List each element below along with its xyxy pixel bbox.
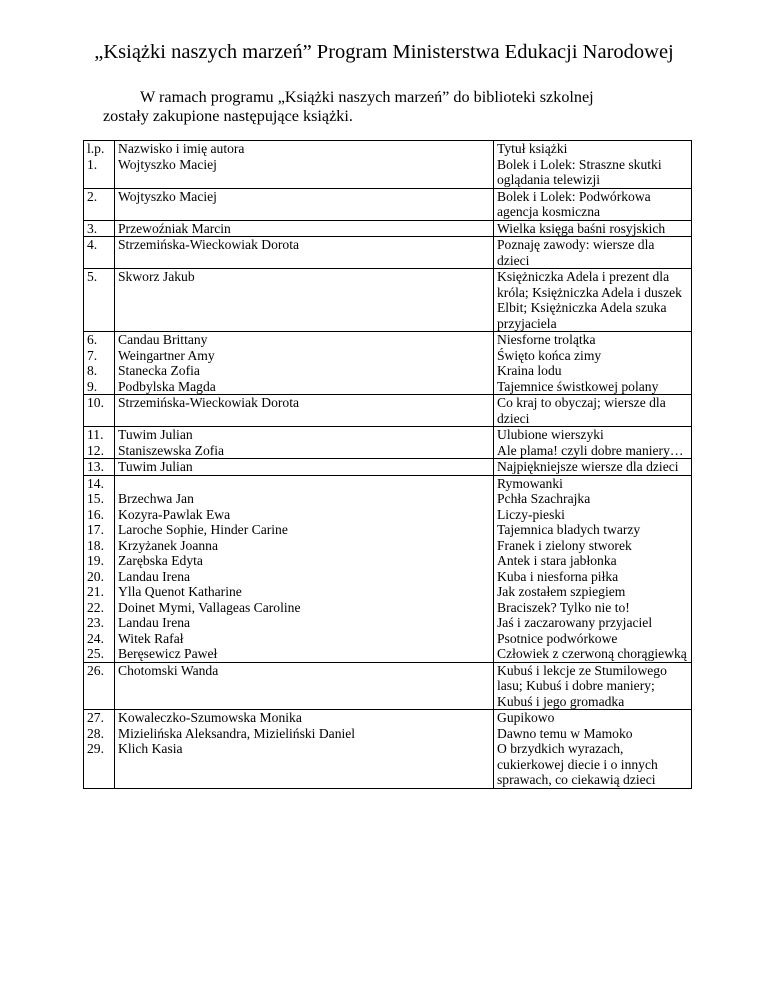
book-title: Najpiękniejsze wiersze dla dzieci (497, 459, 679, 474)
author-cell (115, 220, 494, 237)
author-name: Tuwim Julian (118, 459, 193, 474)
lp-cell (84, 459, 115, 476)
book-title: Jaś i zaczarowany przyjaciel (497, 615, 653, 630)
author-name: Mizielińska Aleksandra, Mizieliński Daniel (118, 725, 356, 741)
book-title: Kubuś i lekcje ze Stumilowego lasu; Kubuś i dobre maniery; Kubuś i jego gromadka (497, 662, 667, 709)
lp-cell (84, 475, 115, 662)
author-name: Brzechwa Jan (118, 491, 194, 506)
title-cell (494, 332, 692, 395)
book-title: Psotnice podwórkowe (497, 630, 618, 646)
author-name: Strzemińska-Wieckowiak Dorota (118, 237, 300, 252)
header-author-label: Nazwisko i imię autora (118, 141, 245, 156)
book-title: Dawno temu w Mamoko (497, 725, 633, 741)
row-number: 7. (87, 347, 98, 363)
lp-cell (84, 188, 115, 220)
row-number: 17. (87, 522, 104, 537)
book-title: O brzydkich wyrazach, cukierkowej diecie i o innych sprawach, co ciekawią dzieci (497, 741, 658, 787)
books-table-body (84, 141, 692, 789)
book-title: Co kraj to obyczaj; wiersze dla dzieci (497, 395, 666, 426)
row-number: 14. (87, 475, 104, 491)
title-cell (494, 188, 692, 220)
lp-cell (84, 220, 115, 237)
lp-cell (84, 710, 115, 789)
row-number: 21. (87, 584, 104, 599)
table-row (84, 269, 692, 332)
table-row (84, 710, 692, 789)
author-cell (115, 662, 494, 710)
author-cell (115, 710, 494, 789)
row-number: 2. (87, 188, 98, 204)
author-name: Podbylska Magda (118, 378, 216, 394)
book-title: Święto końca zimy (497, 347, 602, 363)
book-title: Liczy-pieski (497, 506, 565, 522)
author-name: Weingartner Amy (118, 347, 215, 363)
book-title: Księżniczka Adela i prezent dla króla; Księżniczka Adela i duszek Elbit; Księżniczka Adela szuka przyjaciela (497, 269, 682, 331)
row-number: 26. (87, 662, 104, 678)
document-title: „Książki naszych marzeń” Program Ministerstwa Edukacji Narodowej (94, 41, 674, 63)
books-table (83, 140, 692, 789)
author-name: Stanecka Zofia (118, 363, 200, 378)
row-number: 11. (87, 427, 104, 442)
book-title: Poznaję zawody: wiersze dla dzieci (497, 237, 655, 268)
row-number: 8. (87, 363, 98, 378)
book-title: Kraina lodu (497, 363, 562, 378)
author-name: Kozyra-Pawlak Ewa (118, 506, 231, 522)
author-cell (115, 332, 494, 395)
table-row (84, 188, 692, 220)
book-title: Wielka księga baśni rosyjskich (497, 220, 666, 236)
author-name: Zarębska Edyta (118, 553, 203, 568)
row-number: 29. (87, 741, 104, 756)
author-name: Strzemińska-Wieckowiak Dorota (118, 395, 300, 410)
author-name: Landau Irena (118, 615, 191, 630)
lp-cell (84, 427, 115, 459)
row-number: 12. (87, 442, 104, 458)
author-cell (115, 188, 494, 220)
row-number: 20. (87, 568, 104, 584)
author-name: Ylla Quenot Katharine (118, 584, 242, 599)
title-cell (494, 237, 692, 269)
author-name: Candau Brittany (118, 332, 208, 347)
header-cell-lp (84, 141, 115, 189)
title-cell (494, 269, 692, 332)
table-row (84, 427, 692, 459)
book-title: Tajemnica bladych twarzy (497, 522, 641, 537)
author-cell (115, 475, 494, 662)
book-title: Kuba i niesforna piłka (497, 568, 619, 584)
title-cell (494, 427, 692, 459)
author-cell (115, 427, 494, 459)
intro-line-1: W ramach programu „Książki naszych marzeń” do biblioteki szkolnej (140, 88, 594, 106)
author-name: Przewoźniak Marcin (118, 220, 231, 236)
header-cell-author (115, 141, 494, 189)
book-title: Pchła Szachrajka (497, 491, 591, 506)
row-number: 3. (87, 220, 98, 236)
author-name: Beręsewicz Paweł (118, 646, 218, 661)
author-name: Doinet Mymi, Vallageas Caroline (118, 599, 301, 615)
row-number: 16. (87, 506, 104, 522)
author-name: Tuwim Julian (118, 427, 193, 442)
author-name: Landau Irena (118, 568, 191, 584)
intro-paragraph (103, 88, 703, 126)
author-name: Kowaleczko-Szumowska Monika (118, 710, 302, 725)
book-title: Franek i zielony stworek (497, 537, 632, 553)
row-number: 25. (87, 646, 104, 661)
row-number: 24. (87, 630, 104, 646)
title-cell (494, 220, 692, 237)
table-row (84, 220, 692, 237)
author-name: Klich Kasia (118, 741, 183, 756)
intro-line-2: zostały zakupione następujące książki. (103, 107, 353, 125)
author-name: Krzyżanek Joanna (118, 537, 219, 553)
book-title: Ulubione wierszyki (497, 427, 604, 442)
author-name: Witek Rafał (118, 630, 184, 646)
lp-cell (84, 662, 115, 710)
row-number: 19. (87, 553, 104, 568)
author-cell (115, 395, 494, 427)
title-cell (494, 475, 692, 662)
title-cell (494, 459, 692, 476)
lp-cell (84, 395, 115, 427)
table-row (84, 475, 692, 662)
author-name: Wojtyszko Maciej (118, 156, 217, 172)
row-number: 23. (87, 615, 104, 630)
book-title: Ale plama! czyli dobre maniery… (497, 442, 684, 458)
author-name: Chotomski Wanda (118, 662, 219, 678)
row-number: 1. (87, 156, 98, 172)
row-number: 18. (87, 537, 104, 553)
author-name: Staniszewska Zofia (118, 442, 225, 458)
book-title: Antek i stara jabłonka (497, 553, 617, 568)
header-title-label: Tytuł książki (497, 141, 568, 156)
title-cell (494, 662, 692, 710)
book-title: Gupikowo (497, 710, 555, 725)
row-number: 10. (87, 395, 104, 410)
book-title: Rymowanki (497, 475, 563, 491)
book-title: Bolek i Lolek: Podwórkowa agencja kosmiczna (497, 188, 651, 219)
book-title: Jak zostałem szpiegiem (497, 584, 626, 599)
header-lp-label: l.p. (87, 141, 105, 156)
row-number: 27. (87, 710, 104, 725)
author-name: Skworz Jakub (118, 269, 195, 284)
title-cell (494, 395, 692, 427)
title-cell (494, 710, 692, 789)
book-title: Niesforne trolątka (497, 332, 596, 347)
book-title: Człowiek z czerwoną chorągiewką (497, 646, 687, 661)
table-row (84, 395, 692, 427)
table-row (84, 237, 692, 269)
row-number: 15. (87, 491, 104, 506)
author-name: Wojtyszko Maciej (118, 188, 217, 204)
header-cell-title (494, 141, 692, 189)
author-name (118, 476, 490, 492)
table-row (84, 662, 692, 710)
row-number: 13. (87, 459, 104, 474)
table-row (84, 332, 692, 395)
lp-cell (84, 237, 115, 269)
row-number: 9. (87, 378, 98, 394)
author-cell (115, 237, 494, 269)
row-number: 6. (87, 332, 98, 347)
author-name: Laroche Sophie, Hinder Carine (118, 522, 288, 537)
row-number: 22. (87, 599, 104, 615)
lp-cell (84, 332, 115, 395)
row-number: 5. (87, 269, 98, 284)
book-title: Tajemnice świstkowej polany (497, 378, 659, 394)
lp-cell (84, 269, 115, 332)
book-title: Bolek i Lolek: Straszne skutki oglądania telewizji (497, 156, 662, 187)
book-title: Braciszek? Tylko nie to! (497, 599, 630, 615)
table-header-row (84, 141, 692, 189)
author-cell (115, 269, 494, 332)
author-cell (115, 459, 494, 476)
row-number: 4. (87, 237, 98, 252)
row-number: 28. (87, 725, 104, 741)
table-row (84, 459, 692, 476)
